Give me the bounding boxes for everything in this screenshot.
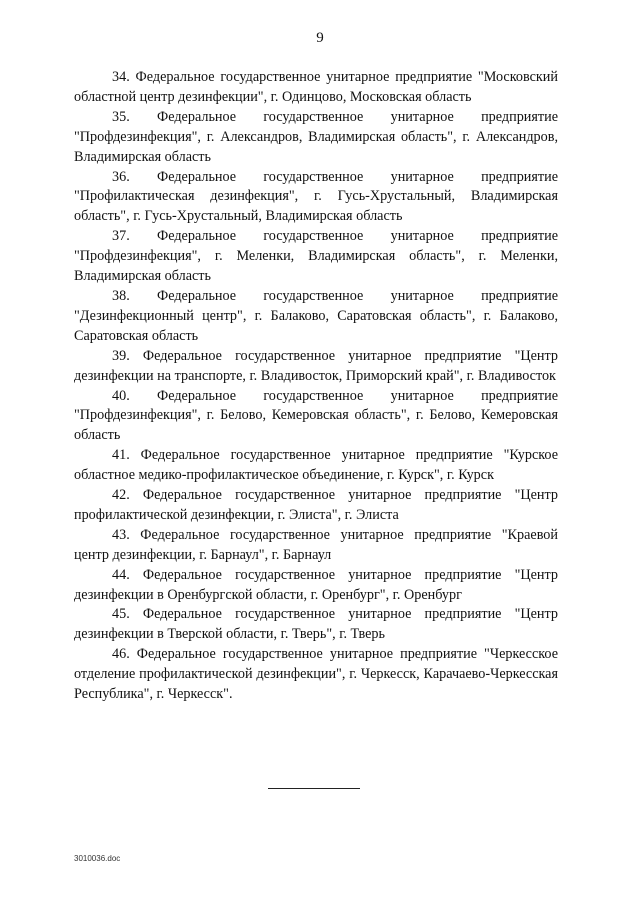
list-item: 34. Федеральное государственное унитарное предприятие "Московский областной центр дезинфекции", г. Одинцово, Московская область	[74, 69, 558, 105]
document-file-code: 3010036.doc	[74, 854, 121, 863]
list-item: 43. Федеральное государственное унитарное предприятие "Краевой центр дезинфекции, г. Барнаул", г. Барнаул	[74, 526, 558, 563]
list-item: 36. Федеральное государственное унитарное предприятие "Профилактическая дезинфекция", г. Гусь-Хрустальный, Владимирская область", г. Гусь-Хрустальный, Владимирская область	[74, 168, 558, 225]
list-item: 38. Федеральное государственное унитарное предприятие "Дезинфекционный центр", г. Балаково, Саратовская область", г. Балаково, Саратовская область	[74, 287, 558, 344]
enterprise-list	[74, 68, 558, 705]
list-item: 45. Федеральное государственное унитарное предприятие "Центр дезинфекции в Тверской области, г. Тверь", г. Тверь	[74, 606, 558, 643]
list-item: 39. Федеральное государственное унитарное предприятие "Центр дезинфекции на транспорте, г. Владивосток, Приморский край", г. Владивосток	[74, 347, 558, 384]
list-item: 41. Федеральное государственное унитарное предприятие "Курское областное медико-профилактическое объединение, г. Курск", г. Курск	[74, 447, 558, 484]
list-item: 35. Федеральное государственное унитарное предприятие "Профдезинфекция", г. Александров, Владимирская область", г. Александров, Владимирская область	[74, 108, 558, 165]
list-item: 44. Федеральное государственное унитарное предприятие "Центр дезинфекции в Оренбургской области, г. Оренбург", г. Оренбург	[74, 566, 558, 603]
list-item: 46. Федеральное государственное унитарное предприятие "Черкесское отделение профилактической дезинфекции", г. Черкесск, Карачаево-Черкесская Республика", г. Черкесск".	[74, 646, 558, 703]
page-number: 9	[316, 30, 324, 46]
end-divider	[268, 788, 360, 789]
list-item: 37. Федеральное государственное унитарное предприятие "Профдезинфекция", г. Меленки, Владимирская область", г. Меленки, Владимирская область	[74, 228, 558, 285]
list-item: 40. Федеральное государственное унитарное предприятие "Профдезинфекция", г. Белово, Кемеровская область", г. Белово, Кемеровская область	[74, 387, 558, 444]
list-item: 42. Федеральное государственное унитарное предприятие "Центр профилактической дезинфекции, г. Элиста", г. Элиста	[74, 487, 558, 523]
